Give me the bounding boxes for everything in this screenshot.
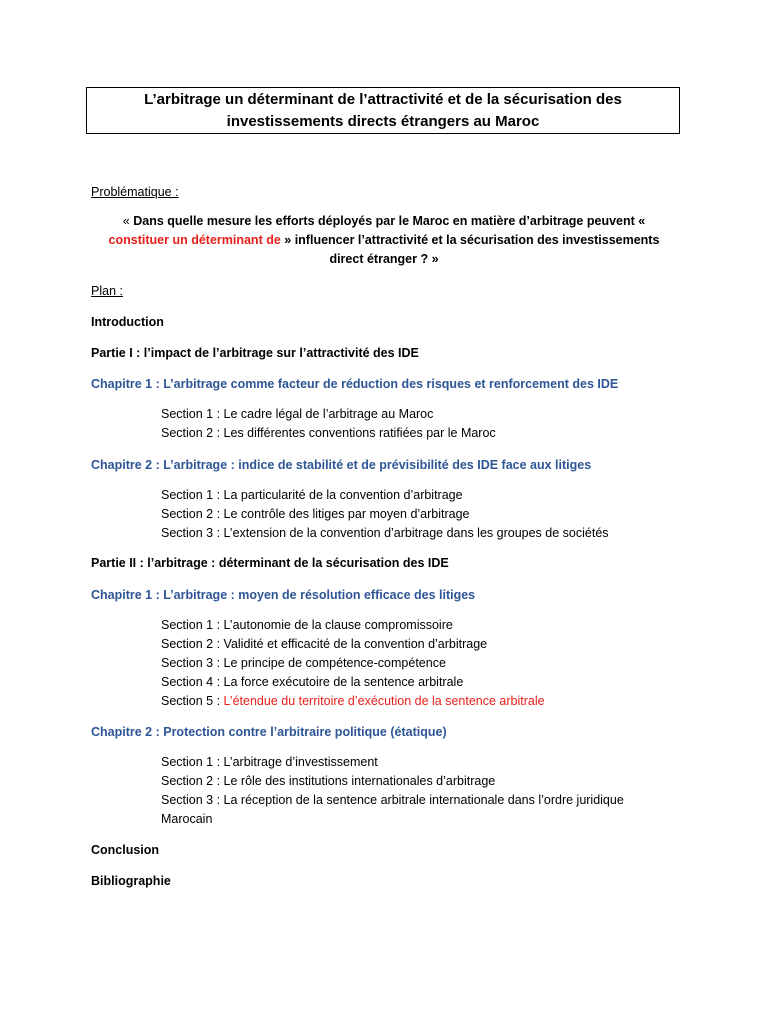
problematique-label-row	[91, 183, 698, 202]
introduction-heading: Introduction	[91, 315, 164, 329]
question-text-part1: Dans quelle mesure les efforts déployés par le Maroc en matière d’arbitrage peuvent «	[133, 214, 646, 228]
partie2-chapitre2-sections	[161, 753, 668, 829]
partie1-chapitre2-heading: Chapitre 2 : L’arbitrage : indice de stabilité et de prévisibilité des IDE face aux litiges	[91, 458, 592, 472]
section-item: Section 3 : L’extension de la convention d’arbitrage dans les groupes de sociétés	[161, 526, 609, 540]
section5-title: L’étendue du territoire d’exécution de la sentence arbitrale	[223, 694, 545, 708]
section-item: Section 4 : La force exécutoire de la sentence arbitrale	[161, 675, 464, 689]
section-item: Section 1 : L’arbitrage d’investissement	[161, 755, 378, 769]
section-item: Section 3 : Le principe de compétence-compétence	[161, 656, 446, 670]
question-open-quote: «	[122, 214, 134, 228]
question-text-part2: » influencer l’attractivité et la sécurisation des investissements direct étranger ? »	[280, 233, 660, 266]
section-item: Section 2 : Les différentes conventions ratifiées par le Maroc	[161, 426, 496, 440]
plan-label: Plan :	[91, 284, 123, 298]
partie2-heading: Partie II : l’arbitrage : déterminant de la sécurisation des IDE	[91, 556, 449, 570]
problematique-question	[96, 212, 672, 269]
plan-label-row	[91, 282, 698, 301]
section-item: Section 2 : Le contrôle des litiges par moyen d’arbitrage	[161, 507, 470, 521]
document-title-box	[86, 87, 680, 134]
partie1-chapitre1-heading: Chapitre 1 : L’arbitrage comme facteur de réduction des risques et renforcement des IDE	[91, 377, 619, 391]
section-item: Section 2 : Validité et efficacité de la convention d’arbitrage	[161, 637, 488, 651]
partie1-heading: Partie I : l’impact de l’arbitrage sur l’attractivité des IDE	[91, 346, 419, 360]
partie1-chapitre2-sections	[161, 486, 698, 543]
section5-prefix: Section 5 :	[161, 694, 224, 708]
partie2-chapitre2-heading: Chapitre 2 : Protection contre l’arbitraire politique (étatique)	[91, 725, 447, 739]
conclusion-heading: Conclusion	[91, 843, 160, 857]
section-item: Section 1 : L’autonomie de la clause compromissoire	[161, 618, 453, 632]
section-item: Section 3 : La réception de la sentence arbitrale internationale dans l’ordre juridique Marocain	[161, 793, 624, 826]
partie2-chapitre1-heading: Chapitre 1 : L’arbitrage : moyen de résolution efficace des litiges	[91, 588, 476, 602]
partie2-chapitre1-sections	[161, 616, 698, 711]
bibliographie-heading: Bibliographie	[91, 874, 171, 888]
section-item: Section 1 : Le cadre légal de l’arbitrage au Maroc	[161, 407, 434, 421]
partie1-chapitre1-sections	[161, 405, 698, 443]
question-text-highlight: constituer un déterminant de	[108, 233, 281, 247]
problematique-label: Problématique :	[91, 185, 179, 199]
section-item: Section 2 : Le rôle des institutions internationales d’arbitrage	[161, 774, 496, 788]
section-item: Section 1 : La particularité de la convention d’arbitrage	[161, 488, 463, 502]
section-item-highlight	[161, 692, 698, 711]
document-title: L’arbitrage un déterminant de l’attractivité et de la sécurisation des investissements directs étrangers au Maroc	[144, 90, 622, 130]
